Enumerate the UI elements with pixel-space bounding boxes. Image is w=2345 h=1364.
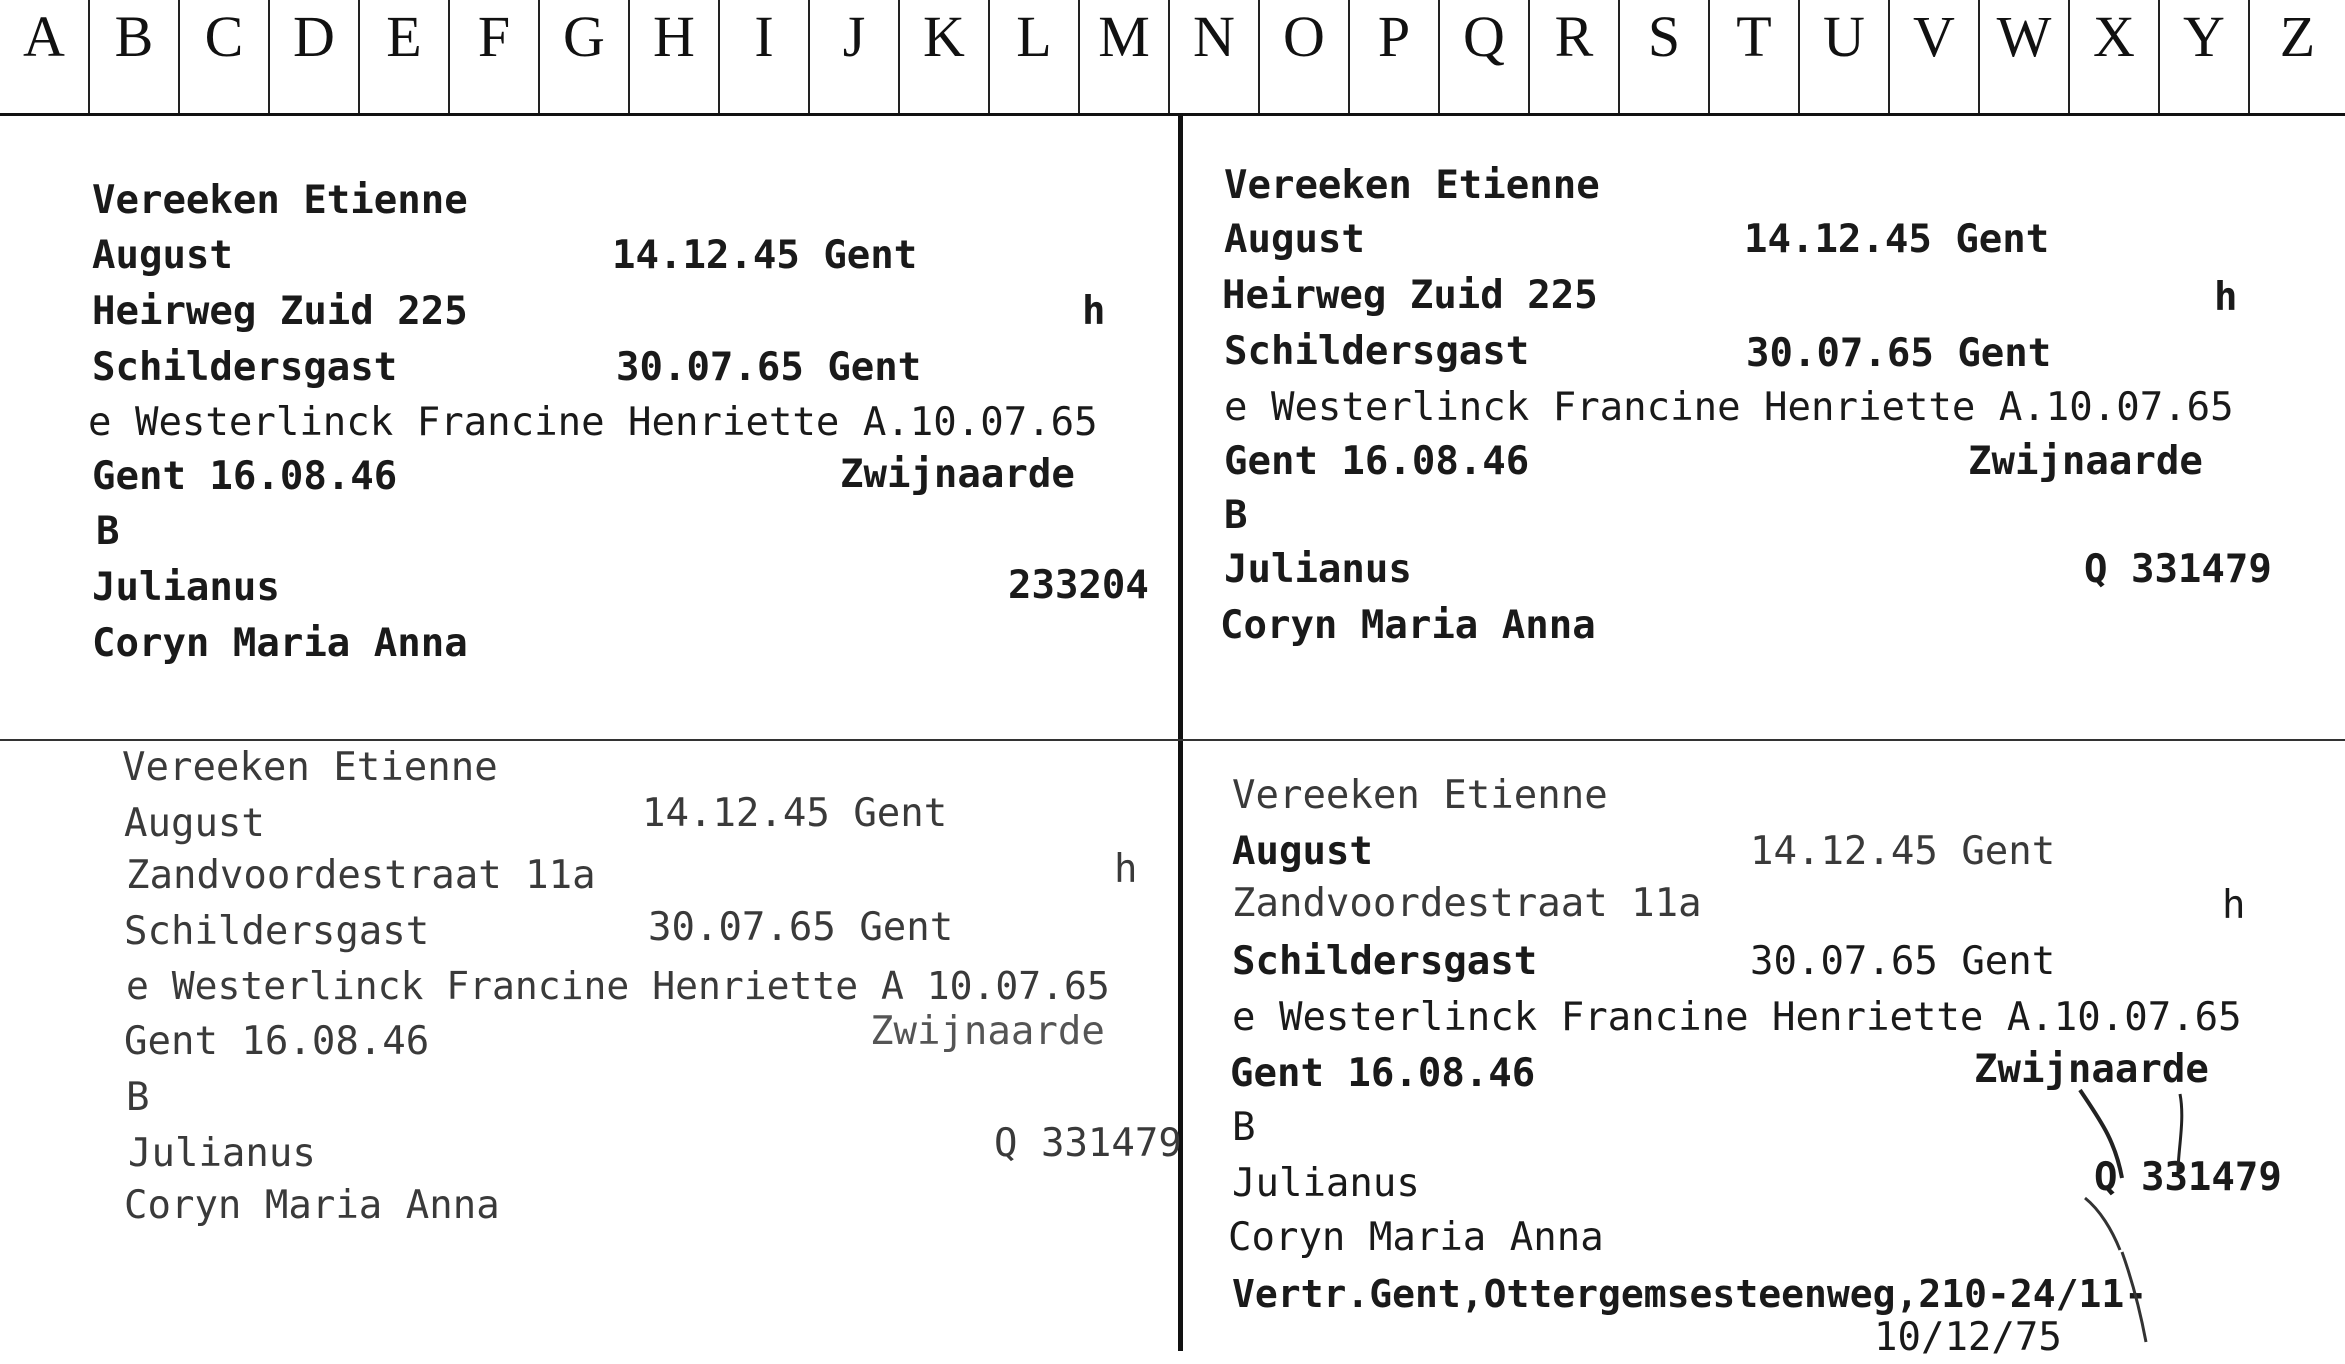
- letter-i: I: [720, 0, 810, 113]
- letter-q: Q: [1440, 0, 1530, 113]
- card-date: 30.07.65 Gent: [1750, 939, 2056, 984]
- horizontal-divider: [0, 739, 2345, 741]
- card-name: Vereeken Etienne: [92, 178, 468, 223]
- card-birth: 14.12.45 Gent: [1750, 829, 2056, 874]
- letter-y: Y: [2160, 0, 2250, 113]
- card-birth: 14.12.45 Gent: [612, 233, 918, 278]
- letter-o: O: [1260, 0, 1350, 113]
- letter-c: C: [180, 0, 270, 113]
- card-father: Julianus: [128, 1131, 316, 1176]
- card-code: B: [126, 1075, 150, 1120]
- card-spouse-birth: Gent 16.08.46: [124, 1019, 430, 1064]
- letter-h: H: [630, 0, 720, 113]
- card-number: Q 331479: [994, 1121, 1182, 1166]
- card-spouse-birth: Gent 16.08.46: [1230, 1051, 1536, 1096]
- card-birth: 14.12.45 Gent: [1744, 217, 2050, 262]
- card-number: Q 331479: [2094, 1155, 2282, 1200]
- card-number: Q 331479: [2084, 547, 2272, 592]
- alphabet-index: [0, 0, 2345, 116]
- card-flag: h: [2214, 275, 2238, 320]
- card-place: Zwijnaarde: [840, 452, 1075, 497]
- letter-d: D: [270, 0, 360, 113]
- letter-r: R: [1530, 0, 1620, 113]
- letter-n: N: [1170, 0, 1260, 113]
- card-flag: h: [1082, 289, 1106, 334]
- letter-b: B: [90, 0, 180, 113]
- card-mother: Coryn Maria Anna: [1220, 603, 1596, 648]
- card-address: Zandvoordestraat 11a: [1232, 881, 1702, 926]
- card-name: Vereeken Etienne: [1224, 163, 1600, 208]
- card-spouse: e Westerlinck Francine Henriette A.10.07.65: [1232, 995, 2242, 1040]
- card-name: Vereeken Etienne: [122, 745, 498, 790]
- letter-w: W: [1980, 0, 2070, 113]
- letter-x: X: [2070, 0, 2160, 113]
- card-flag: h: [2222, 883, 2246, 928]
- card-birth: 14.12.45 Gent: [642, 791, 948, 836]
- card-mother: Coryn Maria Anna: [92, 621, 468, 666]
- card-address: Heirweg Zuid 225: [1222, 273, 1598, 318]
- card-place: Zwijnaarde: [1968, 439, 2203, 484]
- card-given-name: August: [124, 801, 265, 846]
- card-given-name: August: [92, 233, 233, 278]
- card-address: Heirweg Zuid 225: [92, 289, 468, 334]
- letter-g: G: [540, 0, 630, 113]
- letter-e: E: [360, 0, 450, 113]
- card-spouse-birth: Gent 16.08.46: [92, 454, 398, 499]
- letter-k: K: [900, 0, 990, 113]
- card-spouse-birth: Gent 16.08.46: [1224, 439, 1530, 484]
- card-father: Julianus: [1224, 547, 1412, 592]
- card-occupation: Schildersgast: [92, 345, 398, 390]
- card-spouse: e Westerlinck Francine Henriette A.10.07.65: [88, 400, 1098, 445]
- card-mother: Coryn Maria Anna: [1228, 1215, 1604, 1260]
- card-code: B: [1232, 1105, 1256, 1150]
- letter-z: Z: [2279, 4, 2316, 69]
- letter-s: S: [1620, 0, 1710, 113]
- card-address: Zandvoordestraat 11a: [126, 853, 596, 898]
- card-date: 30.07.65 Gent: [1746, 331, 2052, 376]
- card-place: Zwijnaarde: [1974, 1047, 2209, 1092]
- letter-p: P: [1350, 0, 1440, 113]
- letter-a: A: [0, 0, 90, 113]
- letter-v: V: [1890, 0, 1980, 113]
- card-given-name: August: [1232, 829, 1373, 874]
- card-occupation: Schildersgast: [1232, 939, 1538, 984]
- card-occupation: Schildersgast: [1224, 329, 1530, 374]
- card-flag: h: [1114, 847, 1138, 892]
- card-number: 233204: [1008, 563, 1149, 608]
- card-date: 30.07.65 Gent: [648, 905, 954, 950]
- letter-t: T: [1710, 0, 1800, 113]
- letter-u: U: [1800, 0, 1890, 113]
- card-name: Vereeken Etienne: [1232, 773, 1608, 818]
- card-code: B: [96, 509, 120, 554]
- card-father: Julianus: [92, 565, 280, 610]
- card-spouse: e Westerlinck Francine Henriette A.10.07.65: [1224, 385, 2234, 430]
- card-occupation: Schildersgast: [124, 909, 430, 954]
- card-mother: Coryn Maria Anna: [124, 1183, 500, 1228]
- card-spouse: e Westerlinck Francine Henriette A 10.07.65: [126, 964, 1110, 1008]
- card-code: B: [1224, 493, 1248, 538]
- letter-j: J: [810, 0, 900, 113]
- card-place: Zwijnaarde: [870, 1009, 1105, 1054]
- card-date: 30.07.65 Gent: [616, 345, 922, 390]
- card-note: Vertr.Gent,Ottergemsesteenweg,210-24/11-: [1232, 1272, 2148, 1316]
- letter-l: L: [990, 0, 1080, 113]
- card-note-date: 10/12/75: [1874, 1315, 2062, 1360]
- letter-f: F: [450, 0, 540, 113]
- letter-m: M: [1080, 0, 1170, 113]
- pen-mark: [2060, 1080, 2210, 1350]
- card-father: Julianus: [1232, 1161, 1420, 1206]
- card-given-name: August: [1224, 217, 1365, 262]
